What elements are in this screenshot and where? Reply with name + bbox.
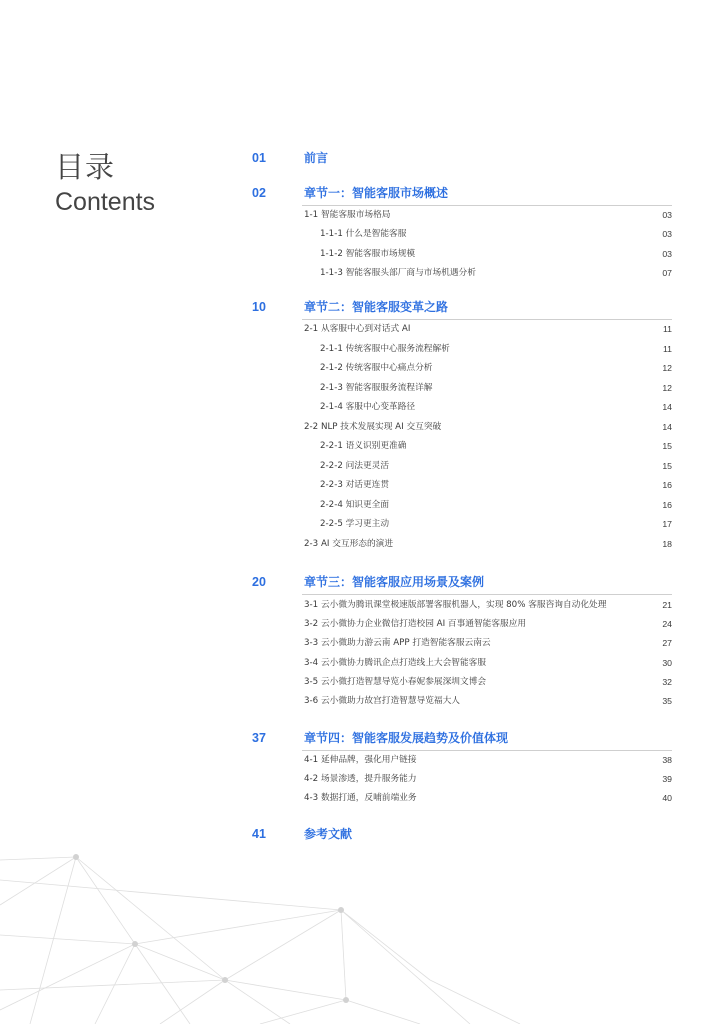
toc-entry-text: 2-1-2 传统客服中心痛点分析 (320, 363, 433, 373)
toc-entry-page: 30 (662, 658, 672, 668)
toc-entry-page: 39 (662, 774, 672, 784)
toc-entry-text: 1-1-1 什么是智能客服 (320, 229, 407, 239)
toc-entry[interactable] (0, 247, 724, 261)
chapter-number: 41 (252, 827, 266, 841)
toc-entry-text: 3-2 云小微协力企业微信打造校园 AI 百事通智能客服应用 (304, 619, 527, 629)
toc-entry-page: 14 (662, 402, 672, 412)
toc-entry-page: 12 (662, 383, 672, 393)
toc-entry[interactable] (0, 636, 724, 650)
toc-entry-text: 2-2 NLP 技术发展实现 AI 交互突破 (304, 422, 442, 432)
page-title-english: Contents (55, 188, 156, 216)
toc-entry-text: 4-2 场景渗透，提升服务能力 (304, 774, 417, 784)
toc-entry[interactable] (0, 266, 724, 280)
toc-entry-page: 11 (662, 324, 672, 334)
toc-entry-page: 07 (662, 268, 672, 278)
toc-entry-page: 21 (662, 600, 672, 610)
toc-entry[interactable] (0, 208, 724, 222)
chapter-divider (302, 594, 672, 595)
toc-entry-page: 35 (662, 696, 672, 706)
toc-entry-page: 12 (662, 363, 672, 373)
chapter-title[interactable]: 参考文献 (304, 827, 353, 841)
toc-entry[interactable] (0, 753, 724, 767)
chapter-title[interactable]: 章节一：智能客服市场概述 (304, 186, 449, 200)
toc-entry[interactable] (0, 537, 724, 551)
toc-entry[interactable] (0, 361, 724, 375)
toc-entry[interactable] (0, 675, 724, 689)
toc-entry-text: 2-2-4 知识更全面 (320, 500, 390, 510)
toc-entry-text: 2-2-1 语义识别更准确 (320, 441, 407, 451)
toc-entry-page: 14 (662, 422, 672, 432)
toc-entry-text: 3-1 云小微为腾讯课堂极速版部署客服机器人，实现 80% 客服咨询自动化处理 (304, 600, 607, 610)
toc-entry-text: 2-3 AI 交互形态的演进 (304, 539, 394, 549)
toc-entry[interactable] (0, 227, 724, 241)
toc-entry-text: 2-2-2 问法更灵活 (320, 461, 390, 471)
toc-entry-page: 03 (662, 210, 672, 220)
toc-entry[interactable] (0, 517, 724, 531)
chapter-number: 02 (252, 186, 266, 200)
chapter-divider (302, 205, 672, 206)
toc-entry[interactable] (0, 694, 724, 708)
toc-entry-page: 16 (662, 500, 672, 510)
toc-entry[interactable] (0, 342, 724, 356)
toc-entry-page: 15 (662, 441, 672, 451)
toc-entry[interactable] (0, 617, 724, 631)
toc-entry[interactable] (0, 478, 724, 492)
toc-entry-text: 3-4 云小微协力腾讯企点打造线上大会智能客服 (304, 658, 487, 668)
toc-entry-text: 1-1 智能客服市场格局 (304, 210, 391, 220)
toc-entry[interactable] (0, 459, 724, 473)
chapter-number: 37 (252, 731, 266, 745)
chapter-title[interactable]: 前言 (304, 151, 329, 165)
toc-entry[interactable] (0, 420, 724, 434)
toc-entry[interactable] (0, 598, 724, 612)
toc-entry-text: 2-1-4 客服中心变革路径 (320, 402, 416, 412)
toc-entry-text: 2-1-1 传统客服中心服务流程解析 (320, 344, 450, 354)
toc-entry-page: 38 (662, 755, 672, 765)
toc-entry-page: 16 (662, 480, 672, 490)
toc-entry-page: 03 (662, 229, 672, 239)
chapter-number: 01 (252, 151, 266, 165)
toc-entry-text: 3-6 云小微助力故宫打造智慧导览福大人 (304, 696, 460, 706)
toc-entry-text: 2-2-3 对话更连贯 (320, 480, 390, 490)
chapter-number: 20 (252, 575, 266, 589)
chapter-number: 10 (252, 300, 266, 314)
toc-entry-page: 18 (662, 539, 672, 549)
toc-entry[interactable] (0, 400, 724, 414)
toc-entry-text: 1-1-2 智能客服市场规模 (320, 249, 416, 259)
toc-entry-text: 2-1 从客服中心到对话式 AI (304, 324, 411, 334)
chapter-divider (302, 750, 672, 751)
toc-entry-page: 11 (662, 344, 672, 354)
toc-entry-text: 4-3 数据打通，反哺前端业务 (304, 793, 417, 803)
toc-entry-text: 2-2-5 学习更主动 (320, 519, 390, 529)
toc-entry-page: 32 (662, 677, 672, 687)
chapter-title[interactable]: 章节三：智能客服应用场景及案例 (304, 575, 485, 589)
toc-entry-text: 4-1 延伸品牌，强化用户链接 (304, 755, 417, 765)
toc-entry[interactable] (0, 439, 724, 453)
toc-entry[interactable] (0, 656, 724, 670)
toc-entry-page: 03 (662, 249, 672, 259)
toc-entry-page: 15 (662, 461, 672, 471)
chapter-title[interactable]: 章节四：智能客服发展趋势及价值体现 (304, 731, 509, 745)
toc-entry-text: 1-1-3 智能客服头部厂商与市场机遇分析 (320, 268, 476, 278)
toc-entry-page: 27 (662, 638, 672, 648)
toc-entry[interactable] (0, 381, 724, 395)
toc-entry-page: 40 (662, 793, 672, 803)
toc-entry[interactable] (0, 322, 724, 336)
toc-entry-text: 3-3 云小微助力游云南 APP 打造智能客服云南云 (304, 638, 491, 648)
toc-entry-text: 2-1-3 智能客服服务流程详解 (320, 383, 433, 393)
toc-entry-text: 3-5 云小微打造智慧导览小春妮参展深圳文博会 (304, 677, 487, 687)
page-title-chinese: 目录 (55, 150, 116, 184)
toc-entry[interactable] (0, 772, 724, 786)
toc-entry-page: 24 (662, 619, 672, 629)
toc-entry-page: 17 (662, 519, 672, 529)
toc-entry[interactable] (0, 498, 724, 512)
chapter-divider (302, 319, 672, 320)
chapter-title[interactable]: 章节二：智能客服变革之路 (304, 300, 449, 314)
toc-entry[interactable] (0, 791, 724, 805)
